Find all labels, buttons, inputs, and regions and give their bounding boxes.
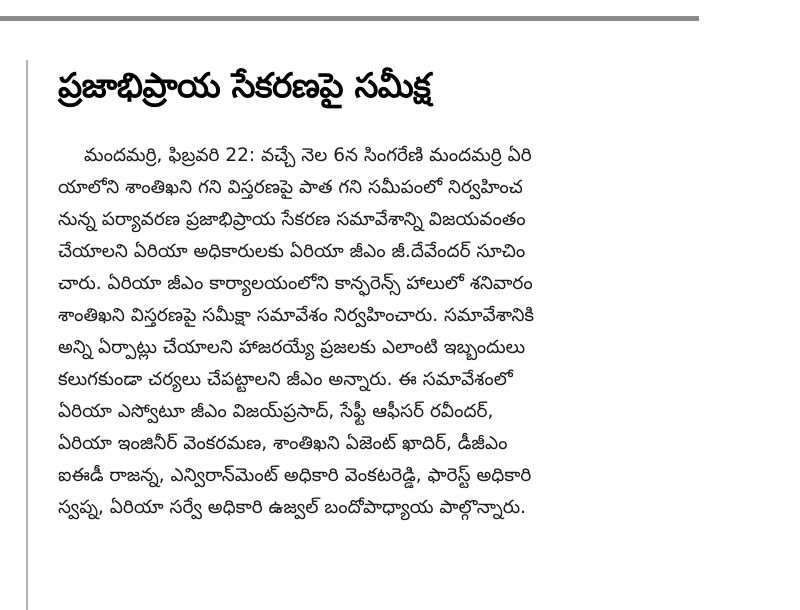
column-divider <box>26 60 28 610</box>
body-line: నున్న పర్యావరణ ప్రజాభిప్రాయ సేకరణ సమావేశాన్ని విజయవంతం <box>58 209 526 230</box>
body-line: ఐఈడీ రాజన్న, ఎన్విరాన్‌మెంట్ అధికారి వెంకటరెడ్డి, ఫారెస్ట్ అధికారి <box>58 465 532 486</box>
body-line: శాంతిఖని విస్తరణపై సమీక్షా సమావేశం నిర్వహించారు. సమావేశానికి <box>58 305 535 326</box>
body-line: స్వప్న, ఏరియా సర్వే అధికారి ఉజ్వల్ బందోపాధ్యాయ పాల్గొన్నారు. <box>58 497 527 518</box>
article-body <box>58 140 724 524</box>
body-line: చారు. ఏరియా జీఎం కార్యాలయంలోని కాన్ఫరెన్స్ హాలులో శనివారం <box>58 273 533 294</box>
body-line: చేయాలని ఏరియా అధికారులకు ఏరియా జీఎం జీ.దేవేందర్ సూచిం <box>58 241 526 262</box>
body-line: ఏరియా ఎస్వోటూ జీఎం విజయ్‌ప్రసాద్, సేఫ్టీ ఆఫీసర్ రవీందర్, <box>58 401 494 422</box>
body-line: అన్ని ఏర్పాట్లు చేయాలని హాజరయ్యే ప్రజలకు ఎలాంటి ఇబ్బందులు <box>58 337 526 358</box>
body-line: మందమర్రి, ఫిబ్రవరి 22: వచ్చే నెల 6న సింగరేణి మందమర్రి ఏరి <box>84 145 532 166</box>
body-line: కలుగకుండా చర్యలు చేపట్టాలని జీఎం అన్నారు. ఈ సమావేశంలో <box>58 369 513 390</box>
body-line: యాలోని శాంతిఖని గని విస్తరణపై పాత గని సమీపంలో నిర్వహించ <box>58 177 523 198</box>
top-border-rule <box>0 16 699 21</box>
news-article <box>58 56 724 524</box>
article-headline: ప్రజాభిప్రాయ సేకరణపై సమీక్ష <box>58 66 431 106</box>
body-line: ఏరియా ఇంజినీర్ వెంకరమణ, శాంతిఖని ఏజెంట్ ఖాదిర్, డీజీఎం <box>58 433 508 454</box>
